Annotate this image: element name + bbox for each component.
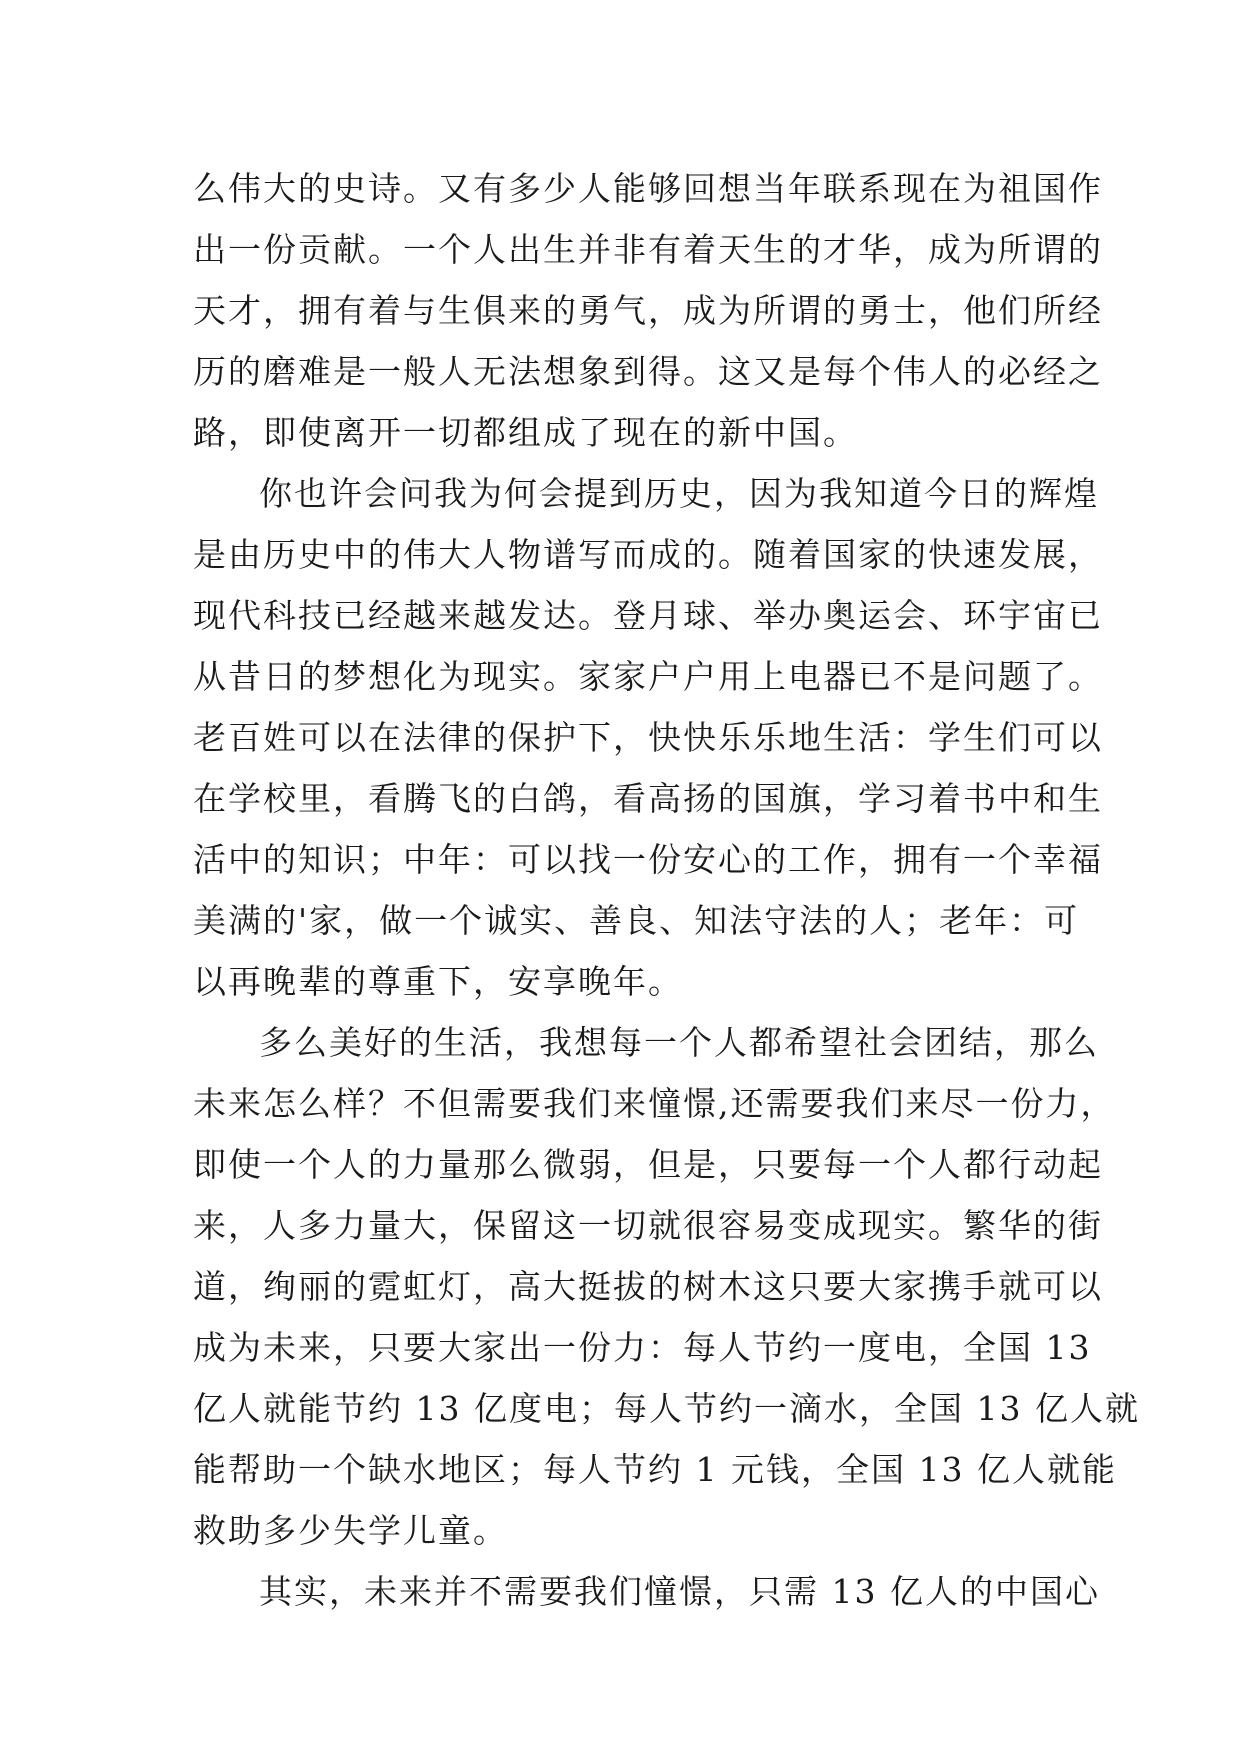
text-line: 从昔日的梦想化为现实。家家户户用上电器已不是问题了。 [193,657,1103,696]
text-line: 成为未来，只要大家出一份力：每人节约一度电，全国 13 [193,1328,1092,1367]
text-line: 老百姓可以在法律的保护下，快快乐乐地生活：学生们可以 [193,718,1103,757]
text-line: 即使一个人的力量那么微弱，但是，只要每一个人都行动起 [193,1145,1103,1184]
text-line: 路，即使离开一切都组成了现在的新中国。 [193,413,858,452]
text-line: 出一份贡献。一个人出生并非有着天生的才华，成为所谓的 [193,230,1103,269]
text-line: 来，人多力量大，保留这一切就很容易变成现实。繁华的街 [193,1206,1103,1245]
body-text [193,158,1140,1622]
text-line: 么伟大的史诗。又有多少人能够回想当年联系现在为祖国作 [193,169,1103,208]
text-line: 救助多少失学儿童。 [193,1511,508,1550]
text-line: 在学校里，看腾飞的白鸽，看高扬的国旗，学习着书中和生 [193,779,1103,818]
paragraph-first-line: 你也许会问我为何会提到历史，因为我知道今日的辉煌 [259,474,1099,513]
text-line: 天才，拥有着与生俱来的勇气，成为所谓的勇士，他们所经 [193,291,1103,330]
text-line: 美满的'家，做一个诚实、善良、知法守法的人；老年：可 [193,901,1080,940]
text-line: 活中的知识；中年：可以找一份安心的工作，拥有一个幸福 [193,840,1103,879]
text-line: 能帮助一个缺水地区；每人节约 1 元钱，全国 13 亿人就能 [193,1450,1117,1489]
text-line: 是由历史中的伟大人物谱写而成的。随着国家的快速发展， [193,535,1103,574]
text-line: 道，绚丽的霓虹灯，高大挺拔的树木这只要大家携手就可以 [193,1267,1103,1306]
text-line: 以再晚辈的尊重下，安享晚年。 [193,962,683,1001]
paragraph-first-line: 其实，未来并不需要我们憧憬，只需 13 亿人的中国心 [259,1572,1100,1611]
text-line: 亿人就能节约 13 亿度电；每人节约一滴水，全国 13 亿人就 [193,1389,1140,1428]
text-line: 历的磨难是一般人无法想象到得。这又是每个伟人的必经之 [193,352,1103,391]
paragraph-first-line: 多么美好的生活，我想每一个人都希望社会团结，那么 [259,1023,1099,1062]
text-line: 未来怎么样？不但需要我们来憧憬,还需要我们来尽一份力， [193,1084,1116,1123]
text-line: 现代科技已经越来越发达。登月球、举办奥运会、环宇宙已 [193,596,1103,635]
